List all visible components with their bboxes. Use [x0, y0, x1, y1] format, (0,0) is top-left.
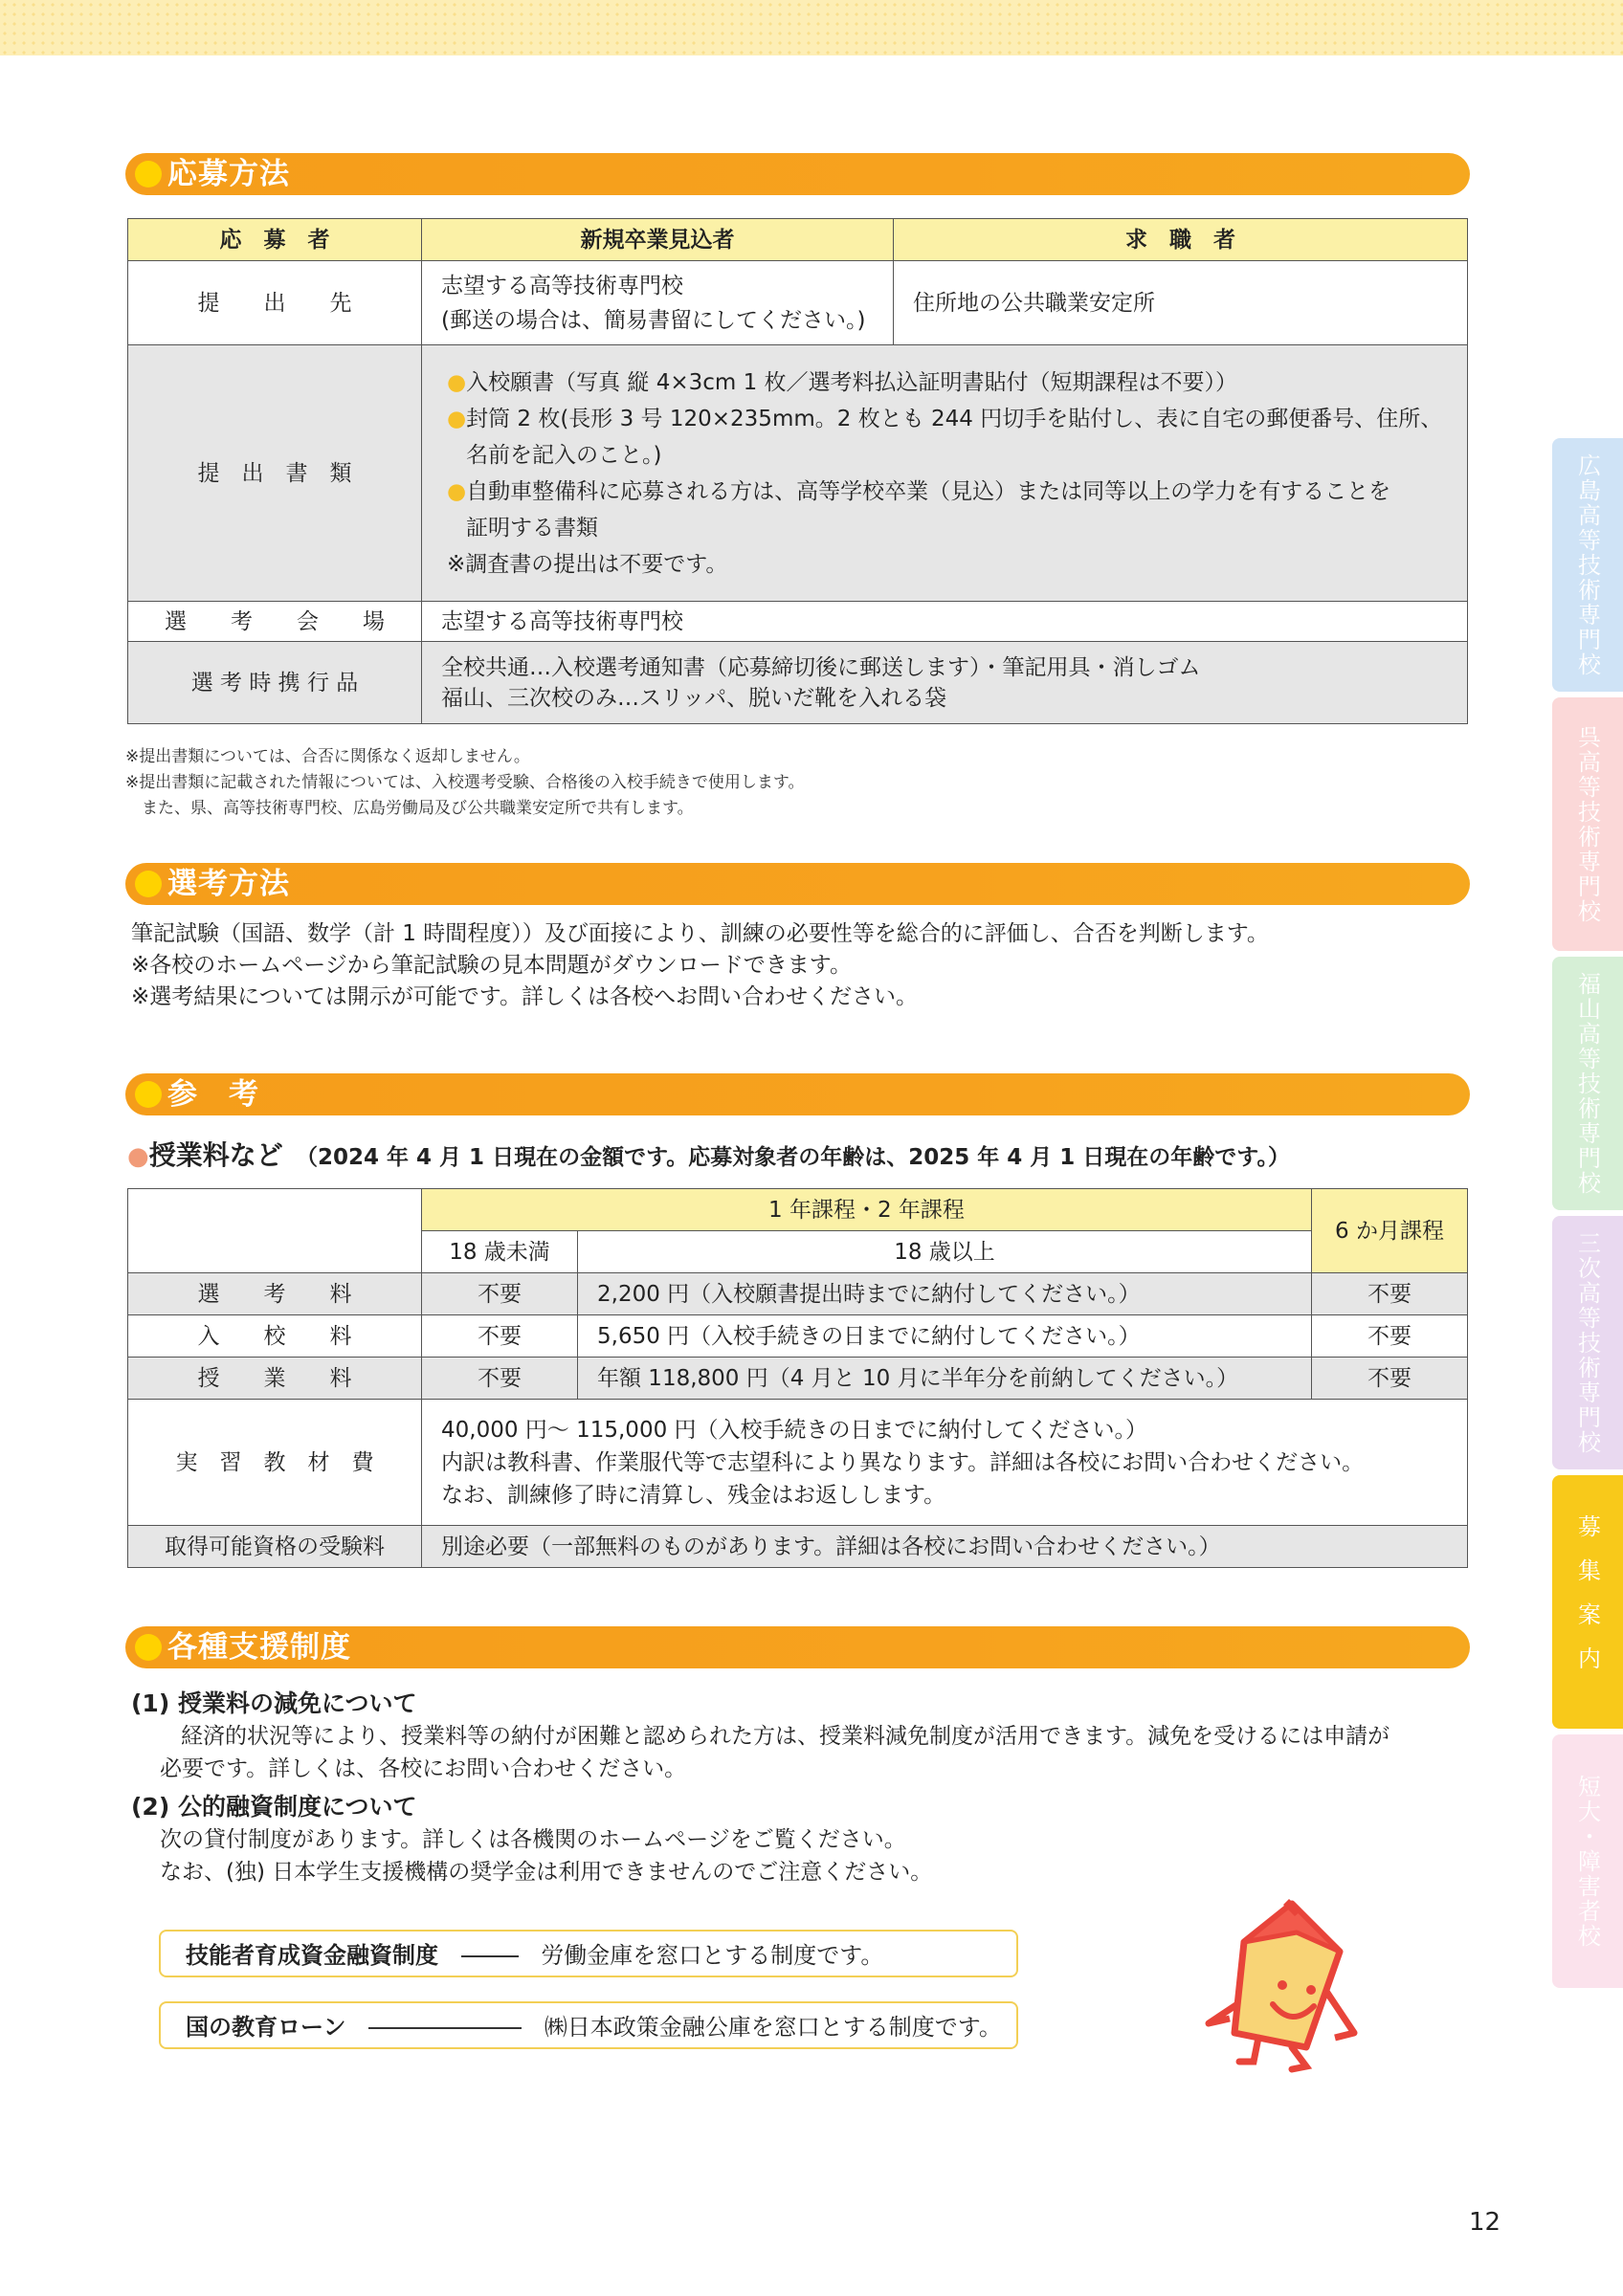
apply-table [127, 218, 1468, 724]
cell-6month: 不要 [1312, 1273, 1468, 1315]
text: 入校願書（写真 縦 4×3cm 1 枚／選考料払込証明書貼付（短期課程は不要）） [466, 369, 1238, 395]
apply-notes [125, 744, 805, 822]
text: 自動車整備科に応募される方は、高等学校卒業（見込）または同等以上の学力を有することを [466, 478, 1391, 504]
cell-6month: 不要 [1312, 1315, 1468, 1358]
documents-list [422, 345, 1468, 602]
exam-value: 別途必要（一部無料のものがあります。詳細は各校にお問い合わせください。） [422, 1526, 1468, 1568]
support-heading-2: (2) 公的融資制度について [131, 1793, 417, 1821]
note-line: また、県、高等技術専門校、広島労働局及び公共職業安定所で共有します。 [125, 799, 694, 818]
text-line: 次の貸付制度があります。詳しくは各機関のホームページをご覧ください。 [160, 1827, 906, 1852]
text-line: 経済的状況等により、授業料等の納付が困難と認められた方は、授業料減免制度が活用できます。減免を受けるには申請が [181, 1724, 1390, 1749]
hdr-6month: 6 か月課程 [1312, 1189, 1468, 1273]
row-label: 入 校 料 [128, 1315, 422, 1358]
table-row [128, 1273, 1468, 1315]
row-label: 実 習 教 材 費 [128, 1400, 422, 1526]
corner-cell [128, 1189, 422, 1273]
cell-over18: 5,650 円（入校手続きの日までに納付してください。） [578, 1315, 1312, 1358]
cell-over18: 2,200 円（入校願書提出時までに納付してください。） [578, 1273, 1312, 1315]
cell-under18: 不要 [422, 1273, 578, 1315]
bullet-dot-icon [135, 1634, 162, 1661]
section-title: 参 考 [167, 1077, 259, 1112]
hdr-under18: 18 歳未満 [422, 1231, 578, 1273]
side-tab-label: 募集案内 [1573, 1513, 1601, 1690]
row-items-label: 選 考 時 携 行 品 [128, 642, 422, 724]
side-tab-label: 呉高等技術専門校 [1573, 724, 1601, 924]
bullet-icon: ● [447, 406, 467, 431]
section-header-selection [125, 863, 1470, 905]
text-line: ※各校のホームページから筆記試験の見本問題がダウンロードできます。 [131, 953, 852, 978]
dash-line [461, 1955, 519, 1957]
side-tab-recruitment[interactable] [1552, 1475, 1623, 1729]
section-header-reference [125, 1073, 1470, 1115]
side-tab-label: 短大・障害者校 [1573, 1774, 1601, 1949]
side-tab-label: 福山高等技術専門校 [1573, 971, 1601, 1196]
cell-over18: 年額 118,800 円（4 月と 10 月に半年分を前納してください。） [578, 1358, 1312, 1400]
selection-text [131, 918, 1269, 1013]
support-content [131, 1688, 1471, 1888]
section-header-support [125, 1626, 1470, 1668]
text-line: 全校共通…入校選考通知書（応募締切後に郵送します）・筆記用具・消しゴム [441, 654, 1201, 680]
loan-desc: ㈱日本政策金融公庫を窓口とする制度です。 [544, 2014, 1002, 2041]
bullet-dot-icon [135, 1081, 162, 1108]
table-row [128, 1400, 1468, 1526]
loan-box-1 [159, 1930, 1018, 1977]
side-tab-miyoshi[interactable] [1552, 1216, 1623, 1469]
text: 封筒 2 枚(長形 3 号 120×235mm。2 枚とも 244 円切手を貼付し、表に自宅の郵便番号、住所、 [466, 406, 1443, 431]
col-applicant: 応 募 者 [128, 219, 422, 261]
cell-under18: 不要 [422, 1315, 578, 1358]
mascot-illustration [1201, 1899, 1373, 2090]
text-line: 名前を記入のこと。) [466, 442, 662, 468]
text-line: 必要です。詳しくは、各校にお問い合わせください。 [160, 1756, 687, 1781]
text-line: ※調査書の提出は不要です。 [447, 551, 728, 577]
col-new-grad: 新規卒業見込者 [422, 219, 894, 261]
bullet-dot-icon [135, 161, 162, 188]
table-row [128, 1358, 1468, 1400]
section-title: 応募方法 [167, 157, 290, 191]
page-number: 12 [1469, 2208, 1501, 2237]
loan-box-2 [159, 2001, 1018, 2049]
cell-under18: 不要 [422, 1358, 578, 1400]
row-destination-label: 提 出 先 [128, 261, 422, 345]
section-header-apply [125, 153, 1470, 195]
table-row [128, 1315, 1468, 1358]
row-label: 選 考 料 [128, 1273, 422, 1315]
items-value [422, 642, 1468, 724]
text-line: 証明する書類 [466, 515, 598, 541]
row-label: 授 業 料 [128, 1358, 422, 1400]
section-title: 各種支援制度 [167, 1630, 351, 1665]
side-tab-label: 三次高等技術専門校 [1573, 1230, 1601, 1455]
text-line: ※選考結果については開示が可能です。詳しくは各校へお問い合わせください。 [131, 984, 918, 1009]
hdr-course: 1 年課程・2 年課程 [422, 1189, 1312, 1231]
side-tab-hiroshima[interactable] [1552, 438, 1623, 692]
venue-value: 志望する高等技術専門校 [422, 602, 1468, 642]
side-tab-college[interactable] [1552, 1734, 1623, 1988]
destination-new-grad [422, 261, 894, 345]
side-tab-label: 広島高等技術専門校 [1573, 453, 1601, 677]
text-line: 志望する高等技術専門校 [441, 273, 683, 298]
fees-table [127, 1188, 1468, 1568]
text-line: 40,000 円～ 115,000 円（入校手続きの日までに納付してください。） [441, 1417, 1148, 1443]
list-item [447, 364, 1448, 401]
bullet-icon: ● [447, 478, 467, 504]
bullet-dot-icon: ● [127, 1142, 149, 1171]
text-line: 筆記試験（国語、数学（計 1 時間程度））及び面接により、訓練の必要性等を総合的に評価し、合否を判断します。 [131, 921, 1269, 946]
fees-heading [127, 1138, 1290, 1175]
table-row [128, 1526, 1468, 1568]
side-tab-kure[interactable] [1552, 697, 1623, 951]
bullet-dot-icon [135, 871, 162, 897]
dash-line [368, 2027, 522, 2029]
fees-subtitle: （2024 年 4 月 1 日現在の金額です。応募対象者の年齢は、2025 年 4 月 1 日現在の年齢です。） [296, 1145, 1290, 1170]
note-line: ※提出書類については、合否に関係なく返却しません。 [125, 747, 530, 766]
side-tab-fukuyama[interactable] [1552, 957, 1623, 1210]
hdr-over18: 18 歳以上 [578, 1231, 1312, 1273]
list-item [447, 474, 1448, 510]
destination-job-seeker: 住所地の公共職業安定所 [894, 261, 1468, 345]
note-line: ※提出書類に記載された情報については、入校選考受験、合格後の入校手続きで使用します。 [125, 773, 805, 792]
text-line: なお、(独) 日本学生支援機構の奨学金は利用できませんのでご注意ください。 [160, 1860, 933, 1885]
text-line: 福山、三次校のみ…スリッパ、脱いだ靴を入れる袋 [441, 685, 947, 711]
cell-6month: 不要 [1312, 1358, 1468, 1400]
row-documents-label: 提 出 書 類 [128, 345, 422, 602]
materials-value [422, 1400, 1468, 1526]
section-title: 選考方法 [167, 867, 290, 901]
row-venue-label: 選 考 会 場 [128, 602, 422, 642]
top-decorative-band [0, 0, 1623, 55]
loan-name: 技能者育成資金融資制度 [186, 1942, 438, 1969]
list-item [447, 401, 1448, 437]
row-label: 取得可能資格の受験料 [128, 1526, 422, 1568]
text-line: 内訳は教科書、作業服代等で志望科により異なります。詳細は各校にお問い合わせください。 [441, 1449, 1365, 1475]
fees-title: 授業料など [148, 1139, 283, 1171]
text-line: なお、訓練修了時に清算し、残金はお返しします。 [441, 1482, 946, 1508]
loan-name: 国の教育ローン [186, 2014, 346, 2041]
support-heading-1: (1) 授業料の減免について [131, 1689, 417, 1717]
loan-desc: 労働金庫を窓口とする制度です。 [541, 1942, 884, 1969]
col-job-seeker: 求 職 者 [894, 219, 1468, 261]
bullet-icon: ● [447, 369, 467, 395]
text-line: (郵送の場合は、簡易書留にしてください。) [441, 307, 866, 333]
